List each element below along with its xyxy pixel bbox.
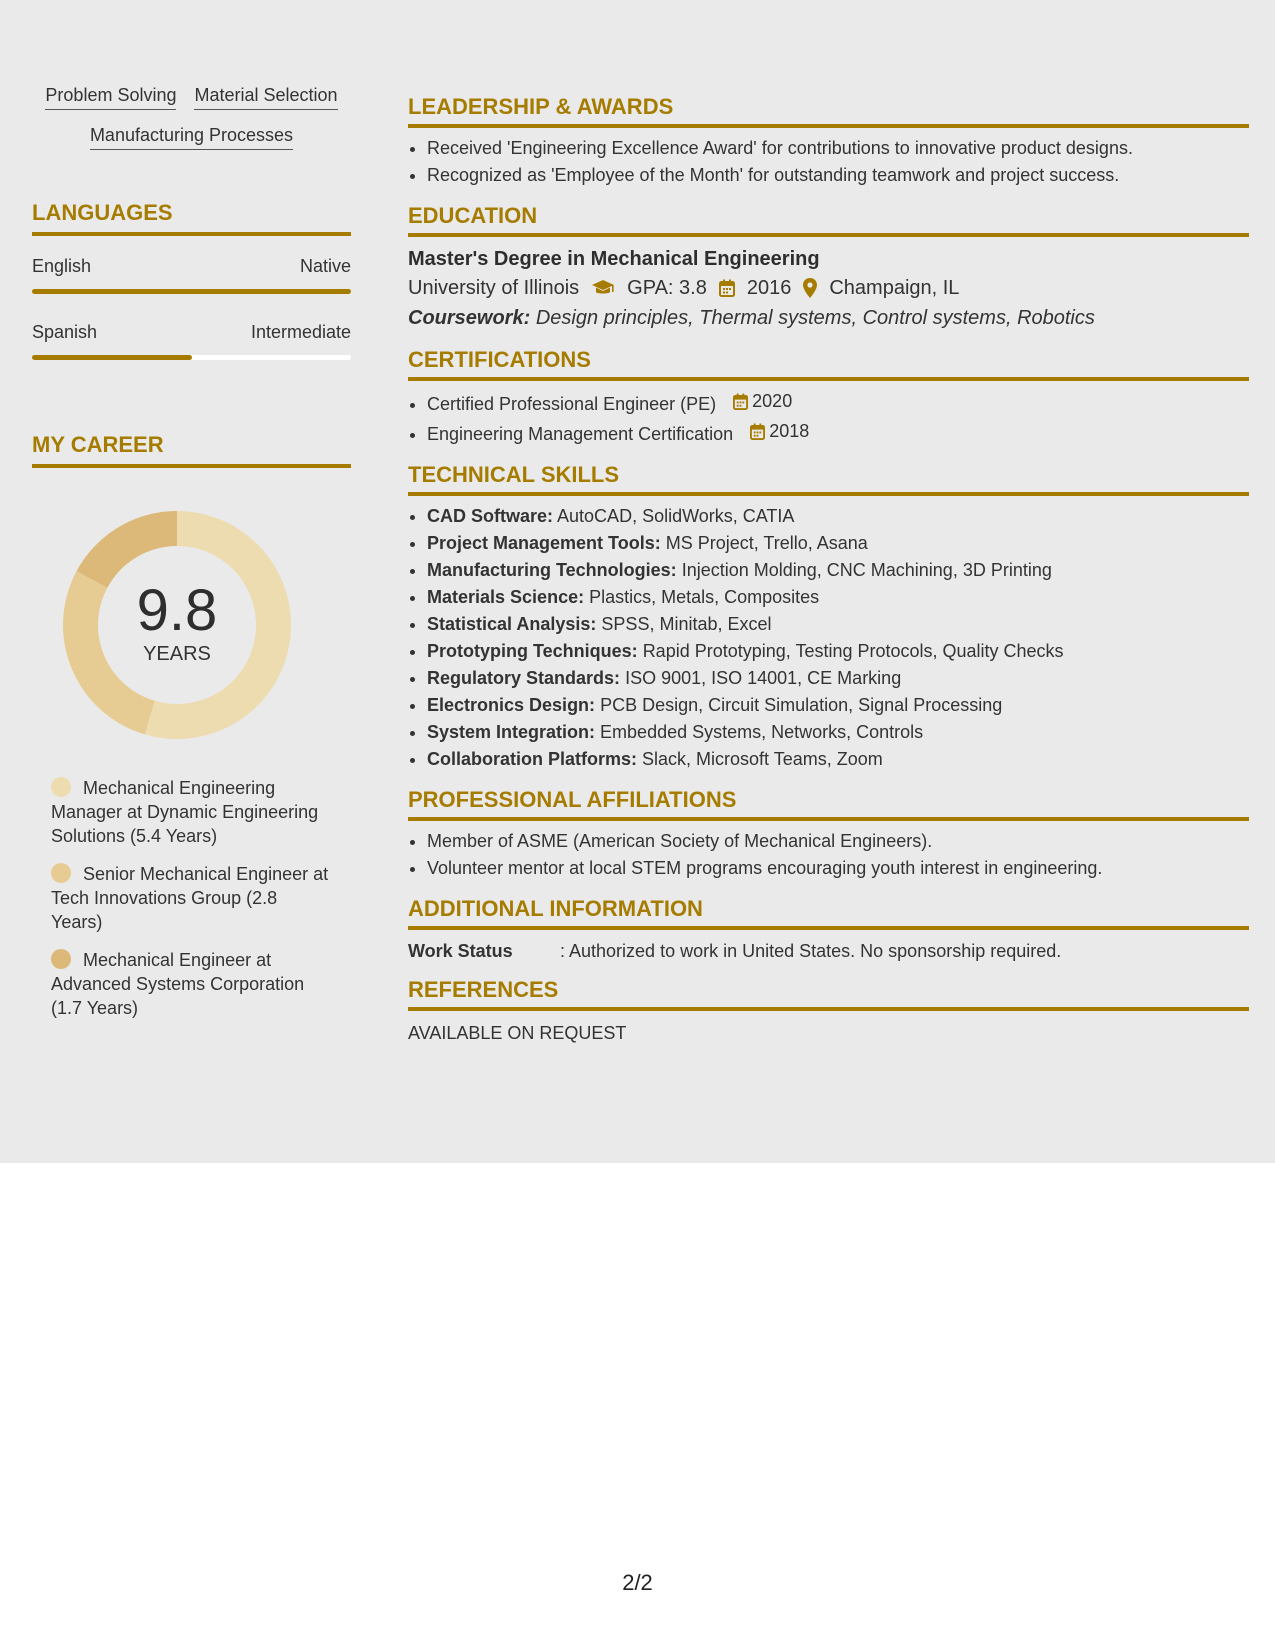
language-item <box>32 322 351 360</box>
language-bar-fill <box>32 355 192 360</box>
sidebar <box>32 84 351 1034</box>
graduation-year: 2016 <box>746 277 792 299</box>
gpa: GPA: 3.8 <box>627 277 707 299</box>
references-section <box>408 977 1249 1045</box>
list-item <box>427 418 1249 448</box>
language-level: Native <box>299 256 351 276</box>
section-title: CERTIFICATIONS <box>408 347 1249 381</box>
career-item <box>51 948 331 1020</box>
skill-value: SPSS, Minitab, Excel <box>601 614 772 634</box>
language-name: Spanish <box>32 322 98 342</box>
list-item <box>427 611 1249 638</box>
section-title: ADDITIONAL INFORMATION <box>408 896 1249 930</box>
education-section <box>408 203 1249 333</box>
skill-label: Materials Science: <box>427 587 585 607</box>
coursework <box>408 303 1249 333</box>
skill-value: Rapid Prototyping, Testing Protocols, Quality Checks <box>642 641 1064 661</box>
skill-label: Regulatory Standards: <box>427 668 621 688</box>
location: Champaign, IL <box>829 277 960 299</box>
work-status-label: Work Status <box>408 941 513 961</box>
skill-value: ISO 9001, ISO 14001, CE Marking <box>625 668 902 688</box>
career-total-value: 9.8 <box>136 577 218 643</box>
language-bar <box>32 355 351 360</box>
career-section <box>32 432 351 1020</box>
skill-label: Manufacturing Technologies: <box>427 560 677 580</box>
technical-skills-section <box>408 462 1249 773</box>
skill-label: Electronics Design: <box>427 695 596 715</box>
references-text: AVAILABLE ON REQUEST <box>408 1023 627 1043</box>
section-title: LEADERSHIP & AWARDS <box>408 94 1249 128</box>
section-title: REFERENCES <box>408 977 1249 1011</box>
career-title: MY CAREER <box>32 432 351 468</box>
list-item <box>427 638 1249 665</box>
list-item <box>427 665 1249 692</box>
skill-tag: Problem Solving <box>45 84 176 110</box>
language-bar <box>32 289 351 294</box>
skill-label: Prototyping Techniques: <box>427 641 638 661</box>
leadership-section <box>408 94 1249 189</box>
certification-name: Engineering Management Certification <box>427 424 734 444</box>
calendar-icon <box>750 423 765 440</box>
list-item <box>427 557 1249 584</box>
skill-value: Embedded Systems, Networks, Controls <box>600 722 924 742</box>
legend-dot-icon <box>51 777 71 797</box>
skill-label: Statistical Analysis: <box>427 614 597 634</box>
work-status-row <box>408 939 1249 963</box>
main-content <box>408 94 1249 1059</box>
career-item <box>51 862 331 934</box>
legend-dot-icon <box>51 863 71 883</box>
skill-tag: Material Selection <box>194 84 337 110</box>
additional-info-section <box>408 896 1249 963</box>
certification-year: 2020 <box>752 391 793 411</box>
list-item <box>427 719 1249 746</box>
career-item <box>51 776 331 848</box>
language-item <box>32 256 351 294</box>
list-item: • Member of ASME (American Society of Mechanical Engineers). <box>427 828 1249 855</box>
affiliations-section <box>408 787 1249 882</box>
skill-value: MS Project, Trello, Asana <box>665 533 868 553</box>
skill-value: AutoCAD, SolidWorks, CATIA <box>557 506 795 526</box>
certifications-section <box>408 347 1249 448</box>
skill-value: Plastics, Metals, Composites <box>589 587 820 607</box>
skill-label: Collaboration Platforms: <box>427 749 638 769</box>
language-bar-fill <box>32 289 351 294</box>
list-item: • Recognized as 'Employee of the Month' for outstanding teamwork and project success. <box>427 162 1249 189</box>
section-title: TECHNICAL SKILLS <box>408 462 1249 496</box>
map-pin-icon <box>803 278 817 298</box>
skill-value: Injection Molding, CNC Machining, 3D Printing <box>681 560 1052 580</box>
list-item <box>427 530 1249 557</box>
list-item <box>427 584 1249 611</box>
career-legend <box>51 776 331 1020</box>
languages-section <box>32 200 351 360</box>
section-title: EDUCATION <box>408 203 1249 237</box>
school-name: University of Illinois <box>408 277 580 299</box>
degree: Master's Degree in Mechanical Engineering <box>408 248 820 270</box>
career-item-text: Mechanical Engineer at Advanced Systems Corporation (1.7 Years) <box>51 950 305 1018</box>
languages-title: LANGUAGES <box>32 200 351 236</box>
list-item <box>427 388 1249 418</box>
education-details <box>408 273 1249 303</box>
list-item <box>427 503 1249 530</box>
list-item <box>427 692 1249 719</box>
language-level: Intermediate <box>250 322 351 342</box>
certification-year: 2018 <box>769 421 810 441</box>
skill-label: System Integration: <box>427 722 596 742</box>
skill-tags <box>32 84 351 150</box>
certification-name: Certified Professional Engineer (PE) <box>427 394 717 414</box>
language-name: English <box>32 256 92 276</box>
section-title: PROFESSIONAL AFFILIATIONS <box>408 787 1249 821</box>
calendar-icon <box>733 393 748 410</box>
career-item-text: Senior Mechanical Engineer at Tech Innovations Group (2.8 Years) <box>51 864 329 932</box>
list-item <box>427 746 1249 773</box>
career-total-unit: YEARS <box>143 642 211 665</box>
skill-label: CAD Software: <box>427 506 554 526</box>
skill-value: PCB Design, Circuit Simulation, Signal Processing <box>600 695 1003 715</box>
skill-label: Project Management Tools: <box>427 533 661 553</box>
skill-value: Slack, Microsoft Teams, Zoom <box>642 749 883 769</box>
graduation-cap-icon <box>591 279 615 297</box>
calendar-icon <box>719 279 735 297</box>
skill-tag: Manufacturing Processes <box>90 124 293 150</box>
coursework-value: Design principles, Thermal systems, Control systems, Robotics <box>535 307 1095 329</box>
legend-dot-icon <box>51 949 71 969</box>
list-item: • Received 'Engineering Excellence Award' for contributions to innovative product designs. <box>427 135 1249 162</box>
page-number: 2/2 <box>622 1570 653 1595</box>
career-item-text: Mechanical Engineering Manager at Dynamic Engineering Solutions (5.4 Years) <box>51 778 319 846</box>
career-donut-chart <box>62 510 292 740</box>
list-item: • Volunteer mentor at local STEM programs encouraging youth interest in engineering. <box>427 855 1249 882</box>
coursework-label: Coursework: <box>408 307 531 329</box>
work-status-value: : Authorized to work in United States. No sponsorship required. <box>560 941 1062 961</box>
